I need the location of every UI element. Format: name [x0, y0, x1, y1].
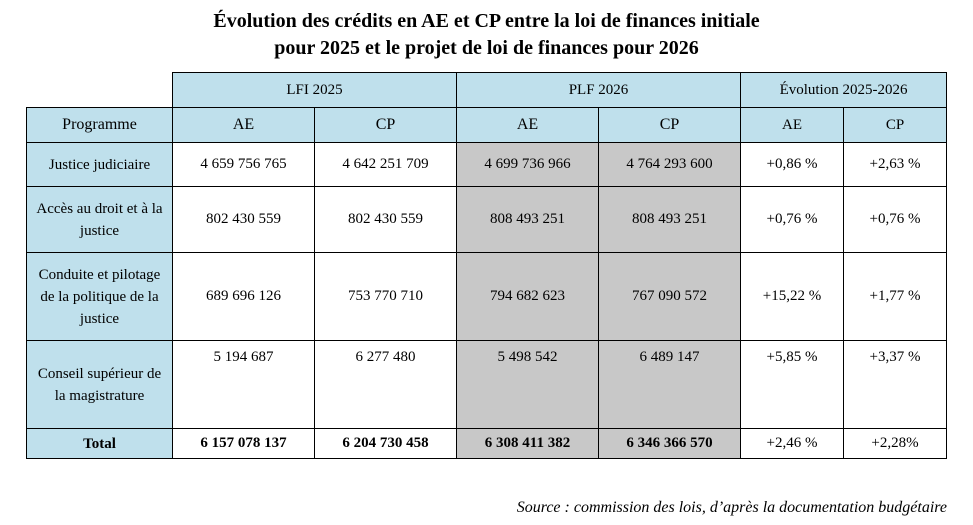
column-header-lfi-ae: AE: [173, 108, 315, 143]
row-label: Conduite et pilotage de la politique de la justice: [27, 253, 173, 341]
cell-plf-ae: 4 699 736 966: [457, 143, 599, 187]
budget-table: [26, 72, 947, 459]
row-label-total: Total: [27, 429, 173, 459]
row-label: Justice judiciaire: [27, 143, 173, 187]
column-header-plf-cp: CP: [599, 108, 741, 143]
source-note: Source : commission des lois, d’après la documentation budgétaire: [516, 499, 947, 516]
table-row: [27, 187, 947, 253]
cell-evo-cp: +0,76 %: [844, 187, 947, 253]
column-header-programme: Programme: [27, 108, 173, 143]
cell-evo-ae: +0,76 %: [741, 187, 844, 253]
cell-plf-ae: 808 493 251: [457, 187, 599, 253]
cell-lfi-ae: 802 430 559: [173, 187, 315, 253]
column-header-evo-cp: CP: [844, 108, 947, 143]
row-label: Conseil supérieur de la magistrature: [27, 341, 173, 429]
budget-table-container: [26, 72, 946, 459]
cell-plf-cp: 4 764 293 600: [599, 143, 741, 187]
cell-lfi-ae-total: 6 157 078 137: [173, 429, 315, 459]
table-row: [27, 143, 947, 187]
cell-evo-cp-total: +2,28%: [844, 429, 947, 459]
cell-lfi-cp: 4 642 251 709: [315, 143, 457, 187]
cell-evo-cp: +2,63 %: [844, 143, 947, 187]
table-corner-cell: [27, 73, 173, 108]
row-label: Accès au droit et à la justice: [27, 187, 173, 253]
cell-plf-cp-total: 6 346 366 570: [599, 429, 741, 459]
table-sub-header-row: [27, 108, 947, 143]
table-row: [27, 253, 947, 341]
cell-plf-cp: 808 493 251: [599, 187, 741, 253]
cell-plf-ae-total: 6 308 411 382: [457, 429, 599, 459]
cell-plf-ae: 5 498 542: [457, 341, 599, 429]
column-header-plf-ae: AE: [457, 108, 599, 143]
cell-evo-ae: +0,86 %: [741, 143, 844, 187]
cell-evo-ae-total: +2,46 %: [741, 429, 844, 459]
group-header-plf: PLF 2026: [457, 73, 741, 108]
cell-plf-ae: 794 682 623: [457, 253, 599, 341]
table-group-header-row: [27, 73, 947, 108]
cell-plf-cp: 6 489 147: [599, 341, 741, 429]
cell-lfi-ae: 4 659 756 765: [173, 143, 315, 187]
cell-evo-cp: +3,37 %: [844, 341, 947, 429]
group-header-evolution: Évolution 2025-2026: [741, 73, 947, 108]
cell-lfi-cp: 753 770 710: [315, 253, 457, 341]
cell-evo-ae: +15,22 %: [741, 253, 844, 341]
table-row-total: [27, 429, 947, 459]
page-title: [0, 0, 973, 62]
column-header-lfi-cp: CP: [315, 108, 457, 143]
group-header-lfi: LFI 2025: [173, 73, 457, 108]
cell-evo-cp: +1,77 %: [844, 253, 947, 341]
cell-lfi-cp: 802 430 559: [315, 187, 457, 253]
cell-lfi-ae: 689 696 126: [173, 253, 315, 341]
title-line-2: pour 2025 et le projet de loi de finances pour 2026: [274, 37, 699, 59]
column-header-evo-ae: AE: [741, 108, 844, 143]
cell-plf-cp: 767 090 572: [599, 253, 741, 341]
table-row: [27, 341, 947, 429]
title-line-1: Évolution des crédits en AE et CP entre la loi de finances initiale: [213, 10, 760, 32]
cell-lfi-ae: 5 194 687: [173, 341, 315, 429]
cell-lfi-cp-total: 6 204 730 458: [315, 429, 457, 459]
cell-evo-ae: +5,85 %: [741, 341, 844, 429]
cell-lfi-cp: 6 277 480: [315, 341, 457, 429]
